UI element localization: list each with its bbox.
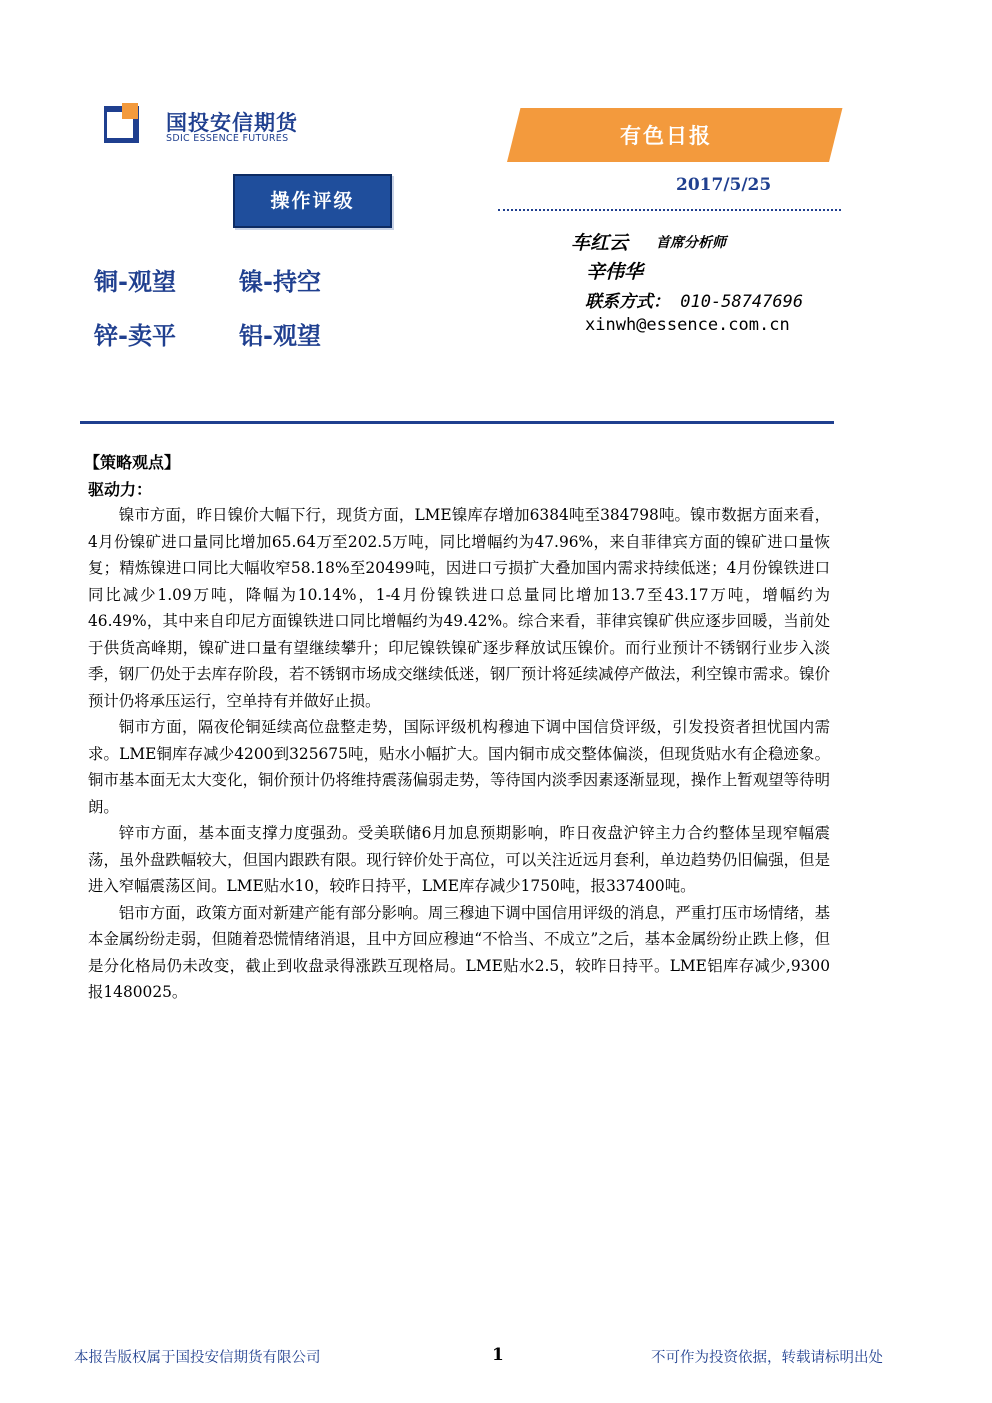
paragraph-zinc: 锌市方面，基本面支撑力度强劲。受美联储6月加息预期影响，昨日夜盘沪锌主力合约整体呈现窄幅震荡，虽外盘跌幅较大，但国内跟跌有限。现行锌价处于高位，可以关注近远月套利，单边趋势仍旧偏强，但是进入窄幅震荡区间。LME贴水10，较昨日持平，LME库存减少1750吨，报337400吨。 <box>88 824 830 895</box>
rating-label-box: 操作评级 <box>233 174 392 228</box>
report-date: 2017/5/25 <box>676 175 772 195</box>
rating-nickel: 镍-持空 <box>239 268 321 296</box>
rating-aluminum: 铝-观望 <box>239 322 321 350</box>
driver-title: 驱动力： <box>88 480 153 499</box>
rating-zinc: 锌-卖平 <box>94 322 176 350</box>
paragraph-copper: 铜市方面，隔夜伦铜延续高位盘整走势，国际评级机构穆迪下调中国信贷评级，引发投资者担忧国内需求。LME铜库存减少4200到325675吨，贴水小幅扩大。国内铜市成交整体偏淡，但现货贴水有企稳迹象。铜市基本面无太大变化，铜价预计仍将维持震荡偏弱走势，等待国内淡季因素逐渐显现，操作上暂观望等待明朗。 <box>88 718 830 816</box>
footer-disclaimer: 不可作为投资依据，转载请标明出处 <box>651 1350 883 1366</box>
paragraph-aluminum: 铝市方面，政策方面对新建产能有部分影响。周三穆迪下调中国信用评级的消息，严重打压市场情绪，基本金属纷纷走弱，但随着恐慌情绪消退，且中方回应穆迪“不恰当、不成立”之后，基本金属纷纷止跌上修，但是分化格局仍未改变，截止到收盘录得涨跌互现格局。LME贴水2.5，较昨日持平。LME铝库存减少,9300报1480025。 <box>88 903 830 1001</box>
footer-copyright: 本报告版权属于国投安信期货有限公司 <box>74 1350 321 1366</box>
lead-analyst-name: 车红云 <box>571 232 629 254</box>
lead-analyst-title: 首席分析师 <box>656 235 726 251</box>
report-body <box>88 502 830 1006</box>
logo-chinese-name: 国投安信期货 <box>166 111 298 135</box>
logo-english-name: SDIC ESSENCE FUTURES <box>166 133 289 144</box>
contact-label: 联系方式： <box>585 292 670 312</box>
rating-copper: 铜-观望 <box>94 268 176 296</box>
company-logo <box>104 103 364 149</box>
page-number: 1 <box>492 1345 504 1365</box>
section-title: 【策略观点】 <box>84 453 181 472</box>
contact-email[interactable]: xinwh@essence.com.cn <box>585 315 790 335</box>
paragraph-nickel: 镍市方面，昨日镍价大幅下行，现货方面，LME镍库存增加6384吨至384798吨。镍市数据方面来看，4月份镍矿进口量同比增加65.64万至202.5万吨，同比增幅约为47.96%，来自菲律宾方面的镍矿进口量恢复；精炼镍进口同比大幅收窄58.18%至20499吨，因进口亏损扩大叠加国内需求持续低迷；4月份镍铁进口同比减少1.09万吨，降幅为10.14%，1-4月份镍铁进口总量同比增加13.7至43.17万吨，增幅约为46.49%，其中来自印尼方面镍铁进口同比增幅约为49.42%。综合来看，菲律宾镍矿供应逐步回暖，当前处于供货高峰期，镍矿进口量有望继续攀升；印尼镍铁镍矿逐步释放试压镍价。而行业预计不锈钢行业步入淡季，钢厂仍处于去库存阶段，若不锈钢市场成交继续低迷，钢厂预计将延续减停产做法，利空镍市需求。镍价预计仍将承压运行，空单持有并做好止损。 <box>88 506 830 710</box>
contact-phone: 010-58747696 <box>680 292 804 312</box>
header-rule <box>80 421 834 424</box>
report-title: 有色日报 <box>620 124 712 148</box>
logo-mark-icon <box>104 103 156 143</box>
contact-line <box>585 287 803 312</box>
dotted-divider <box>498 209 841 211</box>
second-analyst-name: 辛伟华 <box>586 261 644 283</box>
